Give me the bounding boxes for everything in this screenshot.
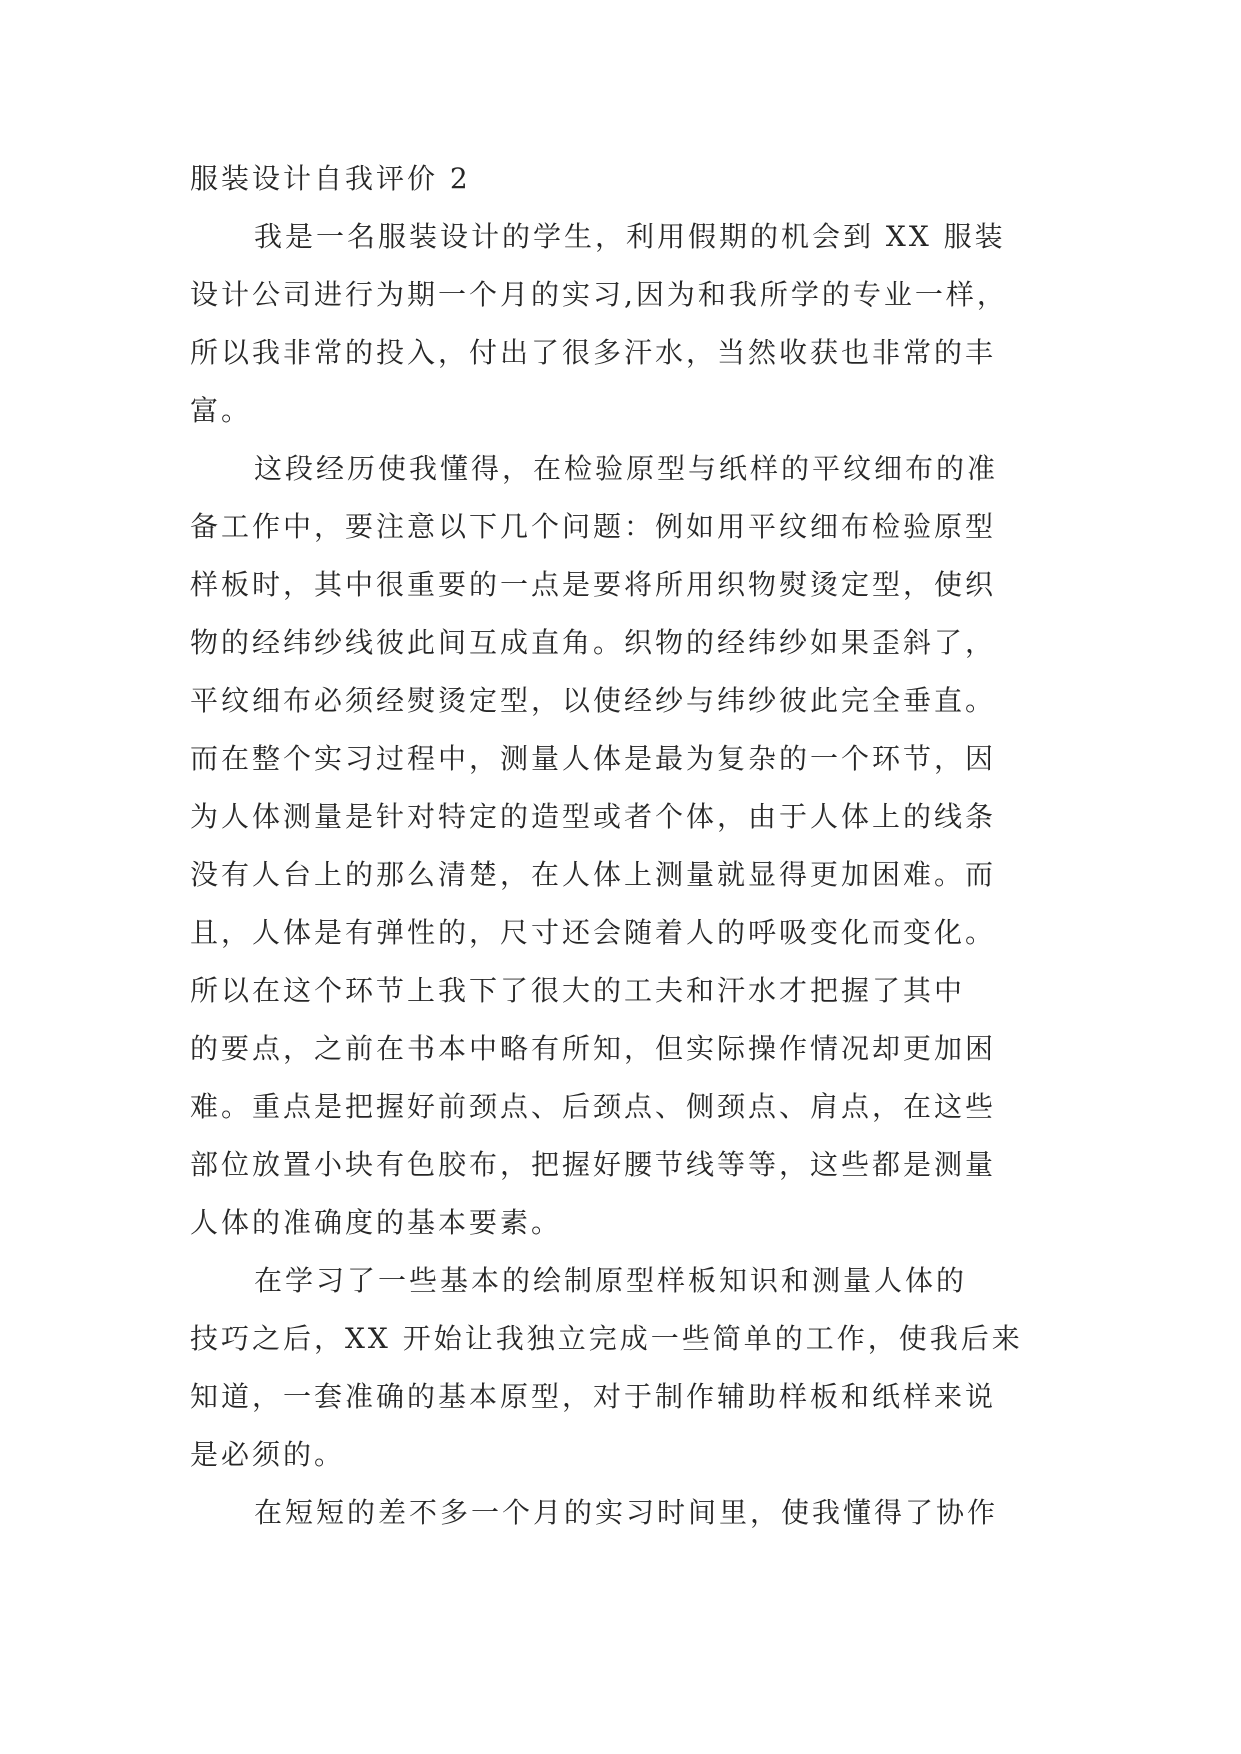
paragraph-line: 部位放置小块有色胶布，把握好腰节线等等，这些都是测量 [190, 1148, 997, 1181]
paragraph-line: 知道，一套准确的基本原型，对于制作辅助样板和纸样来说 [190, 1380, 997, 1413]
paragraph-line: 富。 [190, 394, 253, 427]
paragraph-2 [190, 440, 1050, 1252]
paragraph-line: 而在整个实习过程中，测量人体是最为复杂的一个环节，因 [190, 742, 997, 775]
paragraph-line: 样板时，其中很重要的一点是要将所用织物熨烫定型，使织 [190, 568, 997, 601]
paragraph-line: 技巧之后，XX 开始让我独立完成一些简单的工作，使我后来 [190, 1322, 1023, 1355]
paragraph-line: 所以我非常的投入，付出了很多汗水，当然收获也非常的丰 [190, 336, 997, 369]
paragraph-4 [190, 1484, 1050, 1542]
paragraph-line: 平纹细布必须经熨烫定型，以使经纱与纬纱彼此完全垂直。 [190, 684, 997, 717]
paragraph-line: 为人体测量是针对特定的造型或者个体，由于人体上的线条 [190, 800, 997, 833]
paragraph-line: 且，人体是有弹性的，尺寸还会随着人的呼吸变化而变化。 [190, 916, 997, 949]
paragraph-line: 的要点，之前在书本中略有所知，但实际操作情况却更加困 [190, 1032, 997, 1065]
document-body [190, 150, 1050, 1542]
paragraph-line: 是必须的。 [190, 1438, 346, 1471]
paragraph-line: 在学习了一些基本的绘制原型样板知识和测量人体的 [254, 1264, 968, 1297]
paragraph-1 [190, 208, 1050, 440]
paragraph-line: 所以在这个环节上我下了很大的工夫和汗水才把握了其中 [190, 974, 966, 1007]
paragraph-line: 设计公司进行为期一个月的实习,因为和我所学的专业一样， [190, 278, 1008, 311]
paragraph-line: 这段经历使我懂得，在检验原型与纸样的平纹细布的准 [254, 452, 999, 485]
document-title: 服装设计自我评价 2 [190, 162, 471, 195]
paragraph-line: 我是一名服装设计的学生，利用假期的机会到 XX 服装 [254, 220, 1006, 253]
paragraph-line: 人体的准确度的基本要素。 [190, 1206, 563, 1239]
paragraph-3 [190, 1252, 1050, 1484]
paragraph-line: 没有人台上的那么清楚，在人体上测量就显得更加困难。而 [190, 858, 997, 891]
paragraph-line: 在短短的差不多一个月的实习时间里，使我懂得了协作 [254, 1496, 999, 1529]
paragraph-line: 备工作中，要注意以下几个问题：例如用平纹细布检验原型 [190, 510, 997, 543]
paragraph-line: 物的经纬纱线彼此间互成直角。织物的经纬纱如果歪斜了， [190, 626, 997, 659]
paragraph-line: 难。重点是把握好前颈点、后颈点、侧颈点、肩点，在这些 [190, 1090, 997, 1123]
